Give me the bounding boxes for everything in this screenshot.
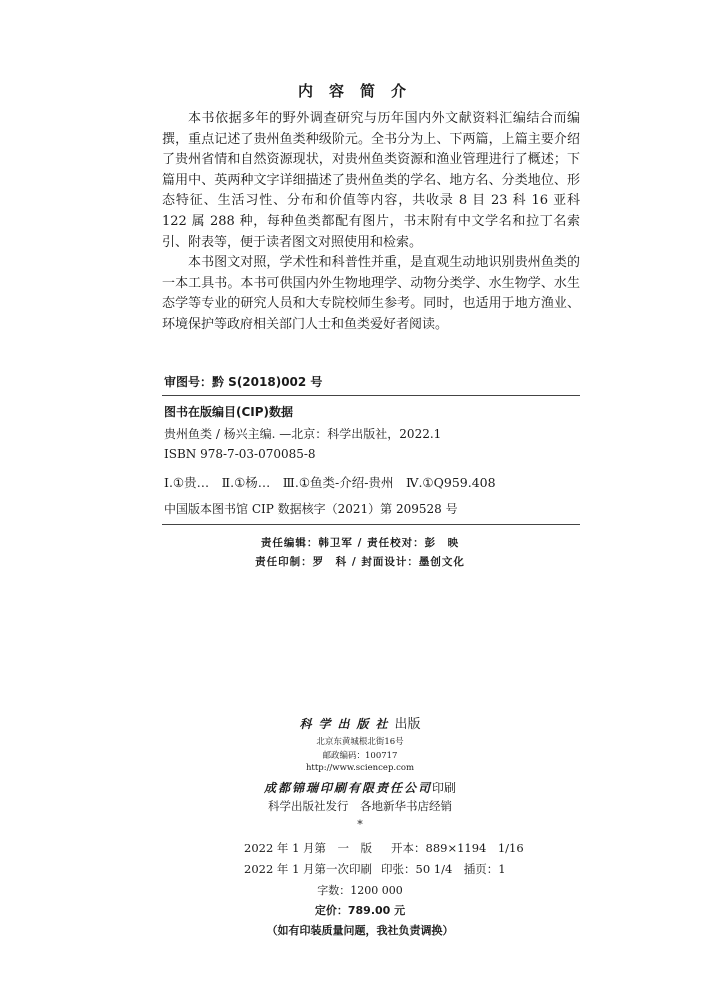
cip-isbn: ISBN 978-7-03-070085-8	[164, 447, 316, 461]
cip-classification: Ⅰ.①贵… Ⅱ.①杨… Ⅲ.①鱼类-介绍-贵州 Ⅳ.①Q959.408	[164, 475, 496, 490]
publisher-line	[0, 713, 720, 732]
publisher-url: http://www.sciencep.com	[305, 763, 415, 773]
edition-date: 2022 年 1 月第 一 版	[244, 841, 373, 855]
intro-title: 内容简介	[297, 82, 422, 100]
publisher-suffix: 出版	[394, 717, 421, 732]
printer-line	[0, 779, 720, 796]
distribution-line: 科学出版社发行 各地新华书店经销	[268, 799, 452, 813]
intro-paragraph: 本书图文对照，学术性和科普性并重，是直观生动地识别贵州鱼类的一本工具书。本书可供国内外生物地理学、动物分类学、水生物学、水生态学等专业的研究人员和大专院校师生参考。同时，也适用于地方渔业、环境保护等政府相关部门人士和鱼类爱好者阅读。	[162, 255, 580, 332]
divider	[162, 395, 580, 396]
printing-date: 2022 年 1 月第一次印刷	[244, 862, 373, 876]
publisher-name: 科学出版社	[299, 717, 395, 731]
production-credits: 责任印制：罗 科 / 封面设计：墨创文化	[255, 556, 465, 568]
editor-credits: 责任编辑：韩卫军 / 责任校对：彭 映	[260, 537, 460, 549]
cip-heading: 图书在版编目(CIP)数据	[164, 405, 294, 419]
intro-paragraph: 本书依据多年的野外调查研究与历年国内外文献资料汇编结合而编撰，重点记述了贵州鱼类种级阶元。全书分为上、下两篇，上篇主要介绍了贵州省情和自然资源现状，对贵州鱼类资源和渔业管理进行了概述；下篇用中、英两种文字详细描述了贵州鱼类的学名、地方名、分类地位、形态特征、生活习性、分布和价值等内容，共收录 8 目 23 科 16 亚科 122 属 288 种，每种鱼类都配有图片，书末附有中文学名和拉丁名索引、附表等，便于读者图文对照使用和检索。	[162, 111, 580, 250]
publisher-address: 北京东黄城根北街16号	[316, 737, 404, 747]
map-review-number: 审图号：黔 S(2018)002 号	[164, 375, 323, 389]
price: 定价：789.00 元	[314, 904, 406, 917]
word-count: 字数：1200 000	[317, 884, 403, 897]
sheets-plates: 印张：50 1/4 插页：1	[381, 862, 506, 876]
separator-star: *	[357, 818, 363, 831]
printer-suffix: 印刷	[432, 781, 457, 795]
cip-title-line: 贵州鱼类 / 杨兴主编. —北京：科学出版社，2022.1	[164, 427, 442, 441]
format-size: 开本：889×1194 1/16	[391, 841, 524, 855]
cip-data-number: 中国版本图书馆 CIP 数据核字（2021）第 209528 号	[164, 502, 458, 516]
quality-notice: （如有印装质量问题，我社负责调换）	[266, 924, 454, 937]
printer-name: 成都锦瑞印刷有限责任公司	[263, 781, 432, 795]
divider	[162, 524, 580, 525]
publisher-postcode: 邮政编码：100717	[322, 751, 398, 761]
intro-body	[162, 109, 580, 336]
